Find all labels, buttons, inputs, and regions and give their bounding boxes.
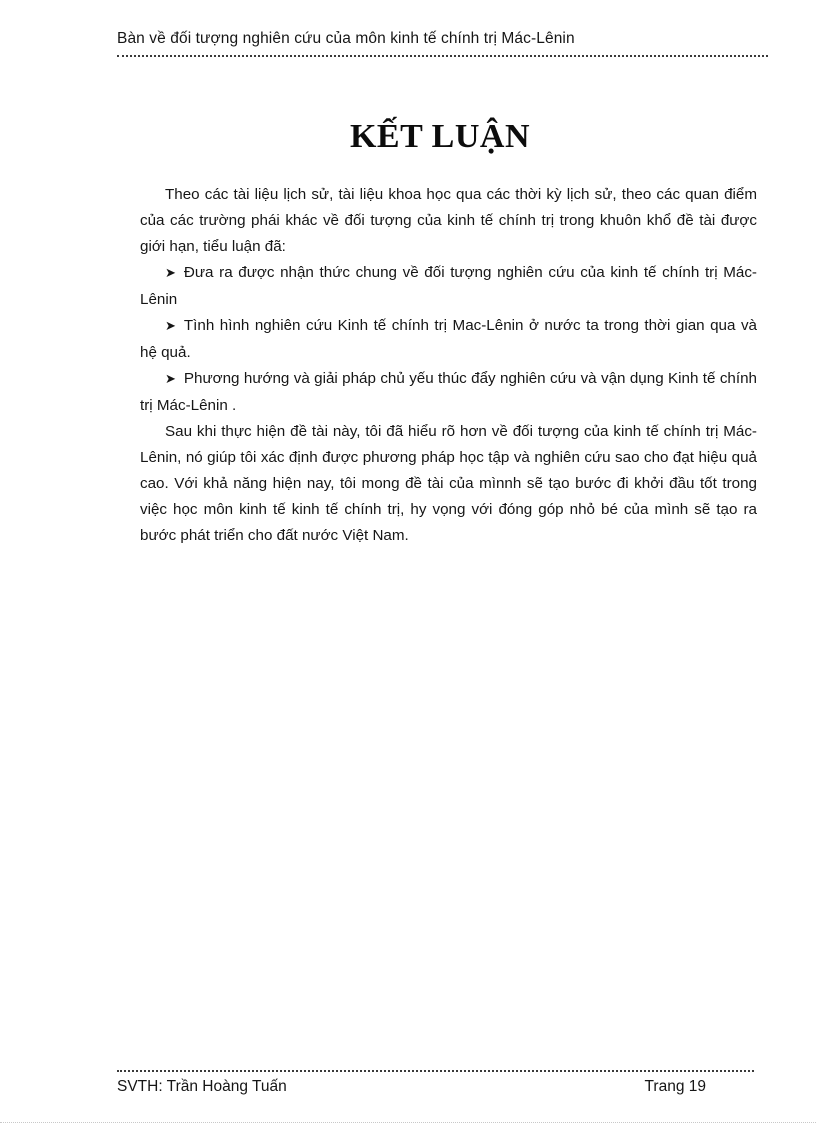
running-footer bbox=[117, 1070, 754, 1096]
body-text bbox=[140, 182, 757, 549]
arrow-bullet-icon: ➤ bbox=[165, 319, 176, 334]
arrow-bullet-icon: ➤ bbox=[165, 266, 176, 281]
intro-paragraph: Theo các tài liệu lịch sử, tài liệu khoa học qua các thời kỳ lịch sử, theo các quan điểm của các trường phái khác về đối tượng của kinh tế chính trị trong khuôn khổ đề tài được giới hạn, tiểu luận đã: bbox=[140, 186, 757, 255]
bullet-item bbox=[140, 260, 757, 313]
bullet-text: Đưa ra được nhận thức chung về đối tượng nghiên cứu của kinh tế chính trị Mác-Lênin bbox=[140, 264, 757, 308]
bullet-item bbox=[140, 313, 757, 366]
running-header: Bàn về đối tượng nghiên cứu của môn kinh tế chính trị Mác-Lênin bbox=[117, 27, 768, 57]
page-number: Trang 19 bbox=[644, 1078, 706, 1095]
bullet-item bbox=[140, 366, 757, 419]
bullet-text: Tình hình nghiên cứu Kinh tế chính trị Mac-Lênin ở nước ta trong thời gian qua và hệ quả. bbox=[140, 317, 757, 361]
conclusion-paragraph: Sau khi thực hiện đề tài này, tôi đã hiểu rõ hơn về đối tượng của kinh tế chính trị Mác-Lênin, nó giúp tôi xác định được phương pháp học tập và nghiên cứu sao cho đạt hiệu quả cao. Với khả năng hiện nay, tôi mong đề tài của mìnnh sẽ tạo bước đi khởi đầu tốt trong việc học môn kinh tế kinh tế chính trị, hy vọng với đóng góp nhỏ bé của mình sẽ tạo ra bước phát triển cho đất nước Việt Nam. bbox=[140, 423, 757, 544]
page-title: KẾT LUẬN bbox=[349, 118, 531, 155]
footer-author: SVTH: Trần Hoàng Tuấn bbox=[117, 1078, 287, 1095]
arrow-bullet-icon: ➤ bbox=[165, 372, 176, 387]
bullet-text: Phương hướng và giải pháp chủ yếu thúc đẩy nghiên cứu và vận dụng Kinh tế chính trị Mác-Lênin . bbox=[140, 370, 757, 414]
